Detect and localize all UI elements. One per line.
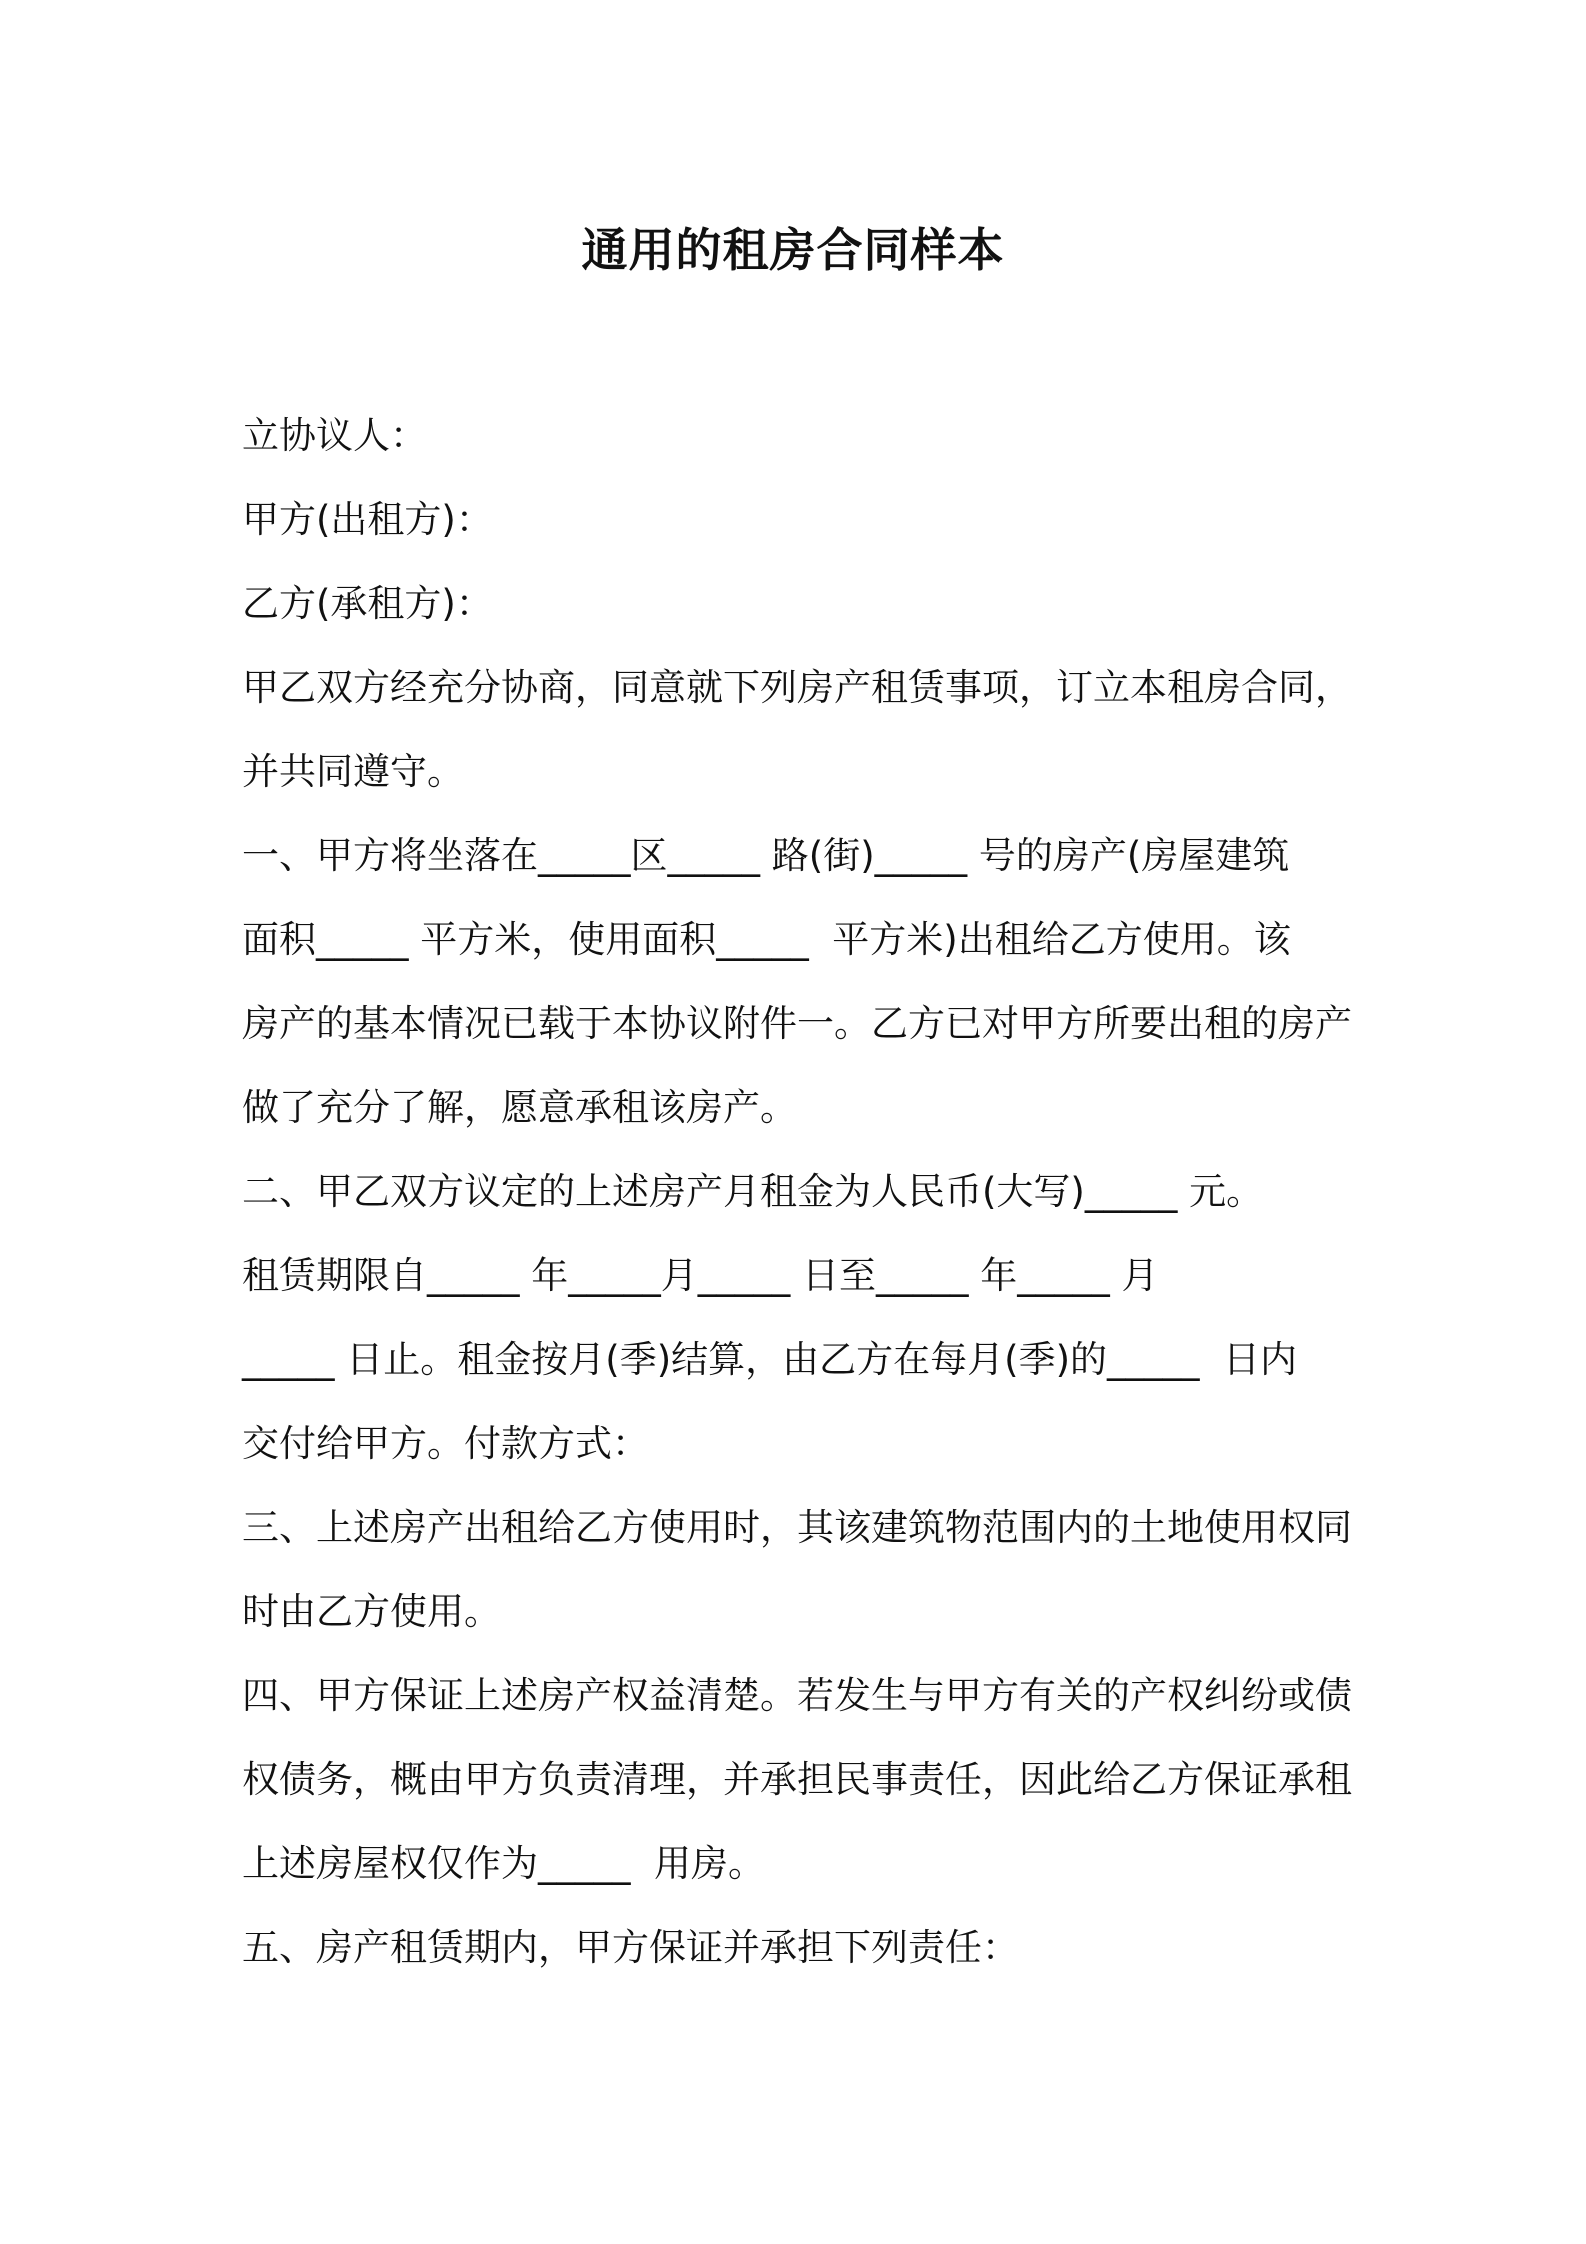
- contract-line-clause-4-cont: 权债务，概由甲方负责清理，并承担民事责任，因此给乙方保证承租: [242, 1758, 1352, 1801]
- contract-line-payment-method: 交付给甲方。付款方式：: [242, 1422, 649, 1465]
- contract-line-lease-term: 租赁期限自_____ 年_____月_____ 日至_____ 年_____ 月: [242, 1254, 1159, 1297]
- contract-line-lease-term-cont: _____ 日止。租金按月(季)结算，由乙方在每月(季)的_____ 日内: [242, 1338, 1298, 1381]
- contract-line-clause-3: 三、上述房产出租给乙方使用时，其该建筑物范围内的土地使用权同: [242, 1506, 1352, 1549]
- contract-line-clause-4: 四、甲方保证上述房产权益清楚。若发生与甲方有关的产权纠纷或债: [242, 1674, 1352, 1717]
- contract-line-preamble-cont: 并共同遵守。: [242, 750, 464, 793]
- contract-line-clause-1-cont: 做了充分了解，愿意承租该房产。: [242, 1086, 797, 1129]
- contract-line-party-a: 甲方(出租方)：: [242, 498, 493, 541]
- contract-line-clause-2: 二、甲乙双方议定的上述房产月租金为人民币(大写)_____ 元。: [242, 1170, 1264, 1213]
- contract-line-party-b: 乙方(承租方)：: [242, 582, 493, 625]
- contract-line-clause-5: 五、房产租赁期内，甲方保证并承担下列责任：: [242, 1926, 1019, 1969]
- contract-line-clause-3-cont: 时由乙方使用。: [242, 1590, 501, 1633]
- contract-line-clause-1-cont: 面积_____ 平方米，使用面积_____ 平方米)出租给乙方使用。该: [242, 918, 1291, 961]
- document-title: 通用的租房合同样本: [581, 223, 1005, 277]
- contract-line-preamble: 甲乙双方经充分协商，同意就下列房产租赁事项，订立本租房合同，: [242, 666, 1352, 709]
- contract-line-clause-4-cont: 上述房屋权仅作为_____ 用房。: [242, 1842, 766, 1885]
- contract-line-clause-1-cont: 房产的基本情况已载于本协议附件一。乙方已对甲方所要出租的房产: [242, 1002, 1352, 1045]
- contract-line-parties-heading: 立协议人：: [242, 414, 427, 457]
- contract-line-clause-1: 一、甲方将坐落在_____区_____ 路(街)_____ 号的房产(房屋建筑: [242, 834, 1290, 877]
